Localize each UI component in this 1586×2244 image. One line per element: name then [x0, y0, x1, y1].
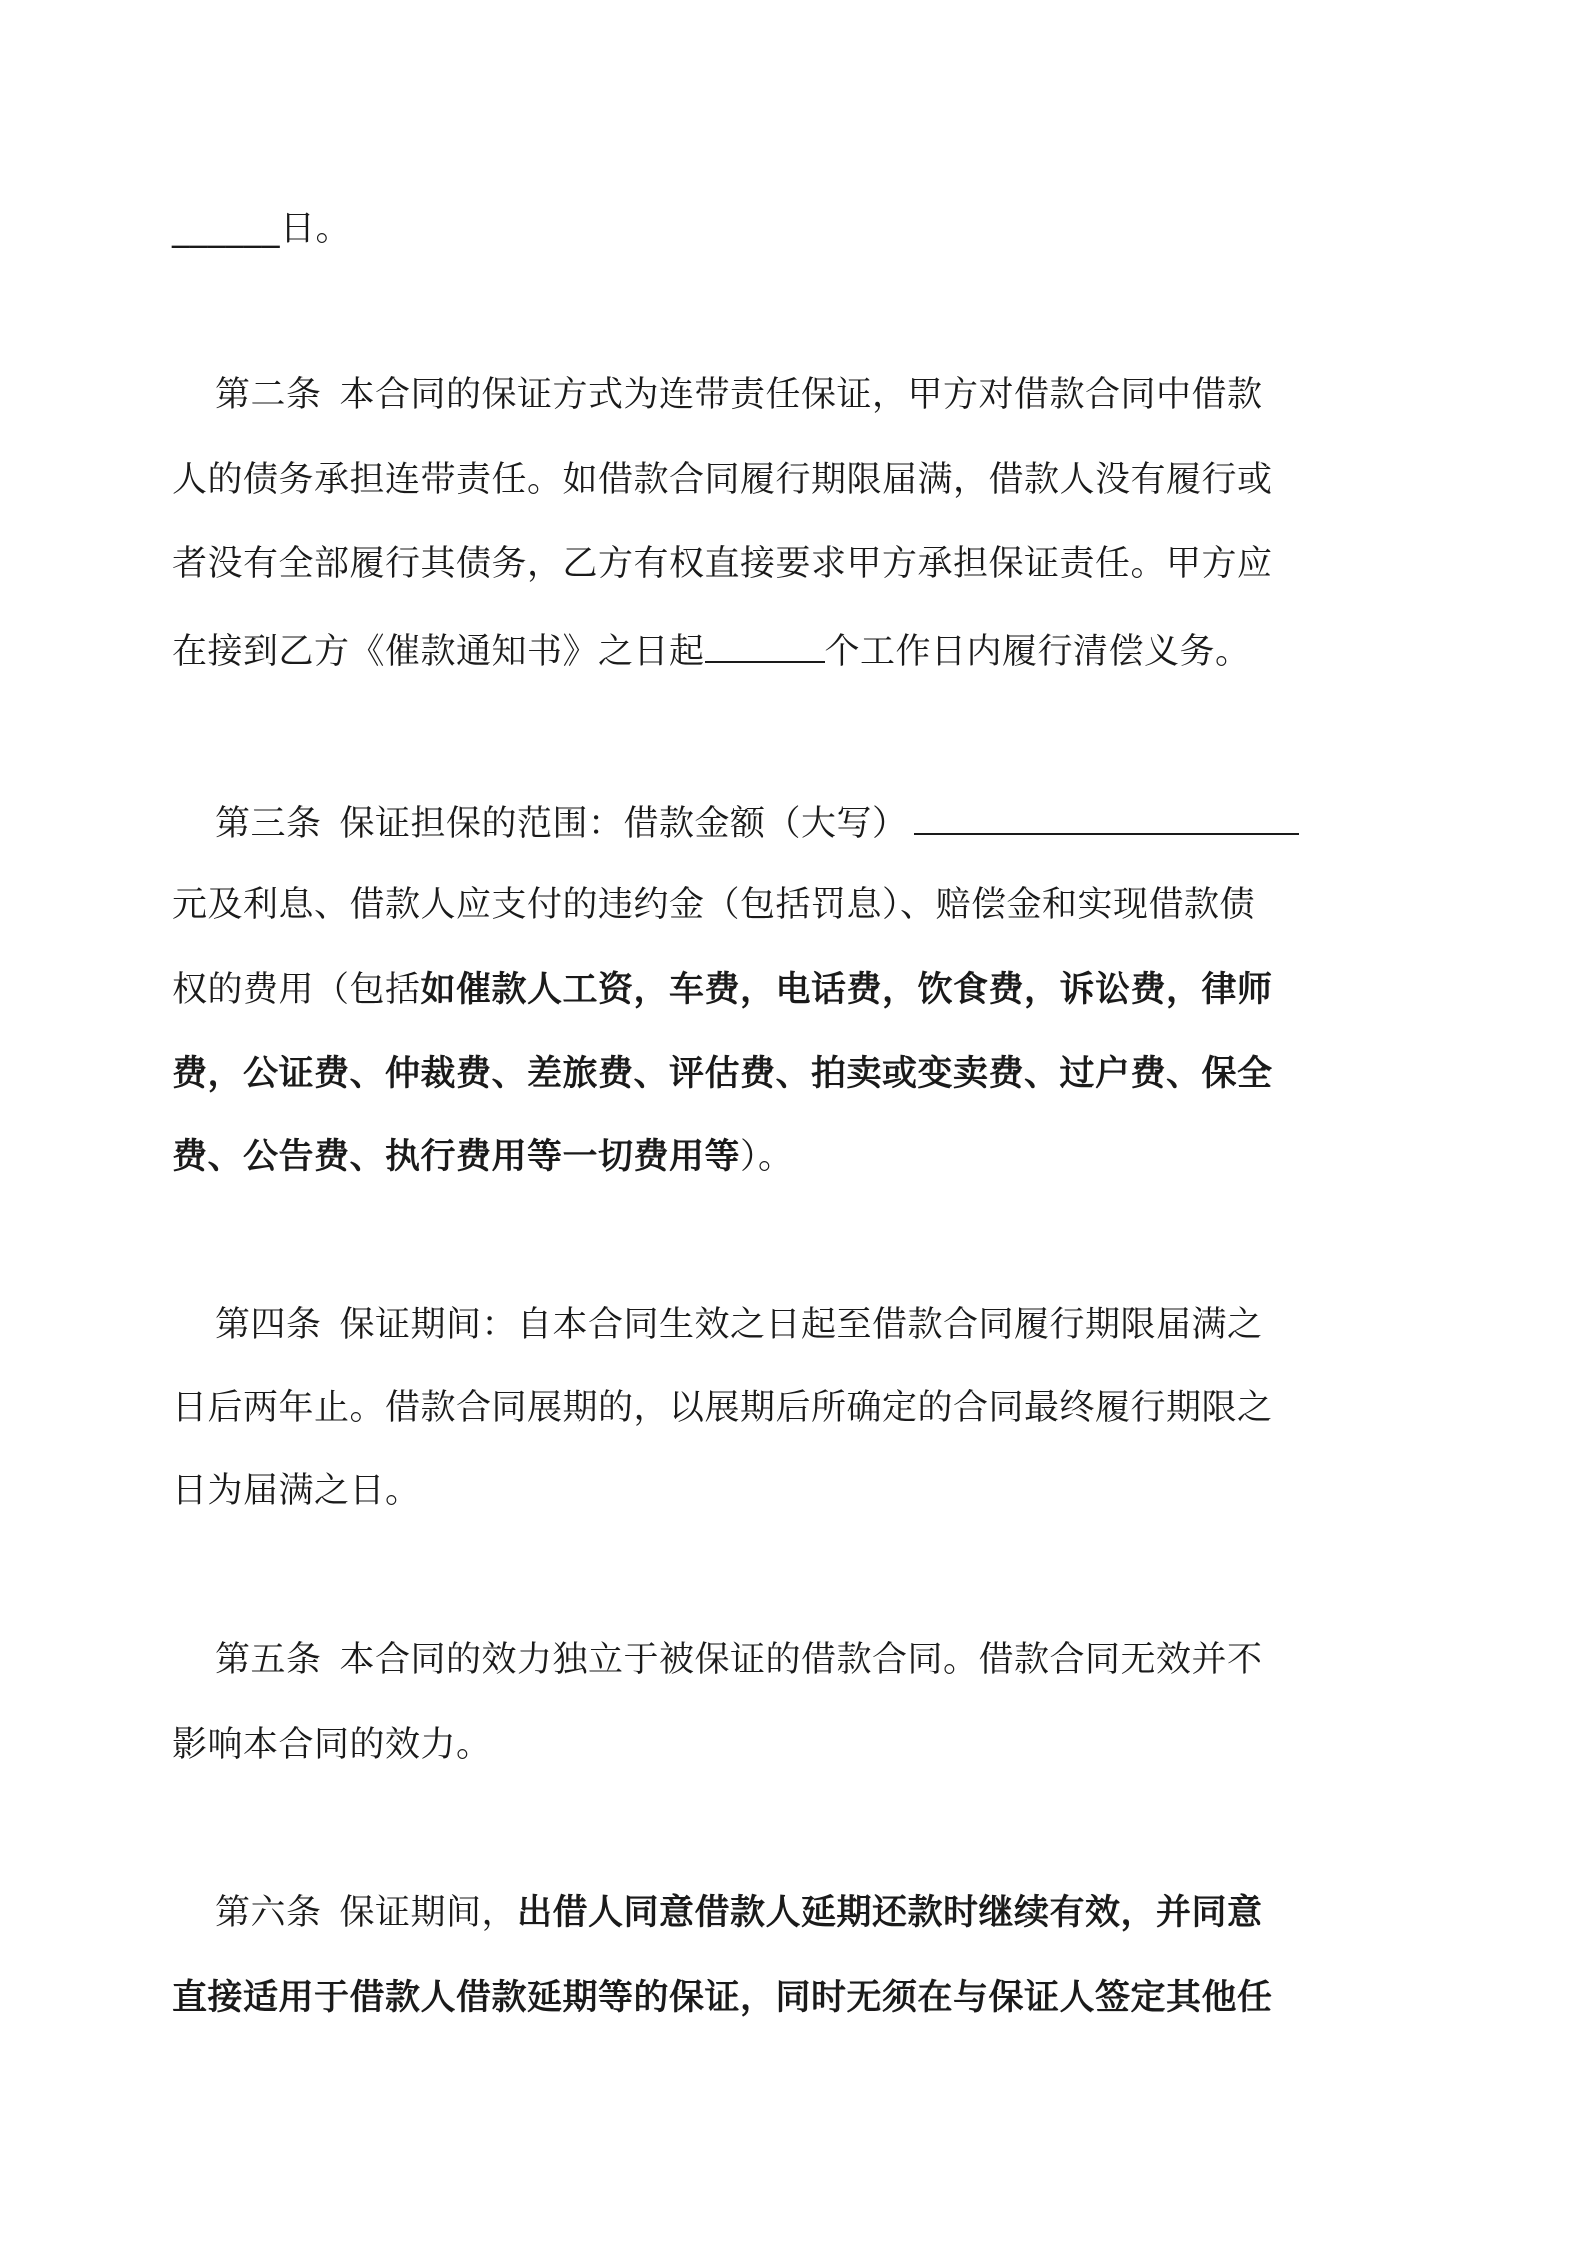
article-6-text: 保证期间， — [339, 1893, 518, 1933]
article-4-number: 第四条 — [215, 1305, 322, 1345]
paragraph-line — [172, 205, 1342, 253]
paragraph-text: 人的债务承担连带责任。如借款合同履行期限届满，借款人没有履行或 — [172, 460, 1273, 500]
bold-text: 出借人同意借款人延期还款时继续有效，并同意 — [517, 1893, 1263, 1933]
article-4-text: 保证期间：自本合同生效之日起至借款合同履行期限届满之 — [339, 1305, 1263, 1345]
article-3-text: 保证担保的范围：借款金额（大写） — [339, 804, 908, 844]
article-3-line-1 — [215, 799, 1342, 848]
article-5-line-2 — [172, 1721, 1342, 1769]
article-4-line-1 — [215, 1301, 1342, 1349]
article-5-line-1 — [215, 1636, 1342, 1684]
article-2-line-1 — [215, 371, 1342, 419]
article-3-line-2 — [172, 881, 1342, 929]
paragraph-text: 元及利息、借款人应支付的违约金（包括罚息）、赔偿金和实现借款债 — [172, 885, 1256, 925]
paragraph-text: ）。 — [740, 1137, 794, 1177]
article-2-line-2 — [172, 456, 1342, 504]
article-2-text: 本合同的保证方式为连带责任保证，甲方对借款合同中借款 — [339, 375, 1263, 415]
paragraph-text: 个工作日内履行清偿义务。 — [824, 632, 1251, 672]
loan-amount-fill-blank[interactable] — [914, 799, 1299, 835]
article-3-line-5 — [172, 1133, 1342, 1181]
article-2-line-4 — [172, 627, 1342, 676]
article-3-line-4 — [172, 1050, 1342, 1098]
article-6-number: 第六条 — [215, 1893, 322, 1933]
article-5-number: 第五条 — [215, 1640, 322, 1680]
article-3-line-3 — [172, 966, 1342, 1014]
bold-text: 费、公告费、执行费用等一切费用等 — [172, 1137, 741, 1177]
paragraph-text: 日后两年止。借款合同展期的，以展期后所确定的合同最终履行期限之 — [172, 1388, 1273, 1428]
article-5-text: 本合同的效力独立于被保证的借款合同。借款合同无效并不 — [339, 1640, 1263, 1680]
article-4-line-2 — [172, 1384, 1342, 1432]
article-4-line-3 — [172, 1467, 1342, 1515]
bold-text: 直接适用于借款人借款延期等的保证，同时无须在与保证人签定其他任 — [172, 1978, 1273, 2018]
paragraph-text: 日为届满之日。 — [172, 1471, 421, 1511]
bold-text: 如催款人工资，车费，电话费，饮食费，诉讼费，律师 — [420, 970, 1273, 1010]
article-2-line-3 — [172, 540, 1342, 588]
article-6-line-2 — [172, 1974, 1342, 2022]
date-fill-blank-text: ______日。 — [172, 209, 352, 249]
paragraph-text: 影响本合同的效力。 — [172, 1725, 492, 1765]
bold-text: 费，公证费、仲裁费、差旅费、评估费、拍卖或变卖费、过户费、保全 — [172, 1054, 1273, 1094]
article-3-number: 第三条 — [215, 804, 322, 844]
paragraph-text: 者没有全部履行其债务，乙方有权直接要求甲方承担保证责任。甲方应 — [172, 544, 1273, 584]
article-2-number: 第二条 — [215, 375, 322, 415]
paragraph-text: 权的费用（包括 — [172, 970, 421, 1010]
paragraph-text: 在接到乙方《催款通知书》之日起 — [172, 632, 705, 672]
workday-fill-blank[interactable] — [705, 627, 825, 663]
article-6-line-1 — [215, 1889, 1342, 1937]
